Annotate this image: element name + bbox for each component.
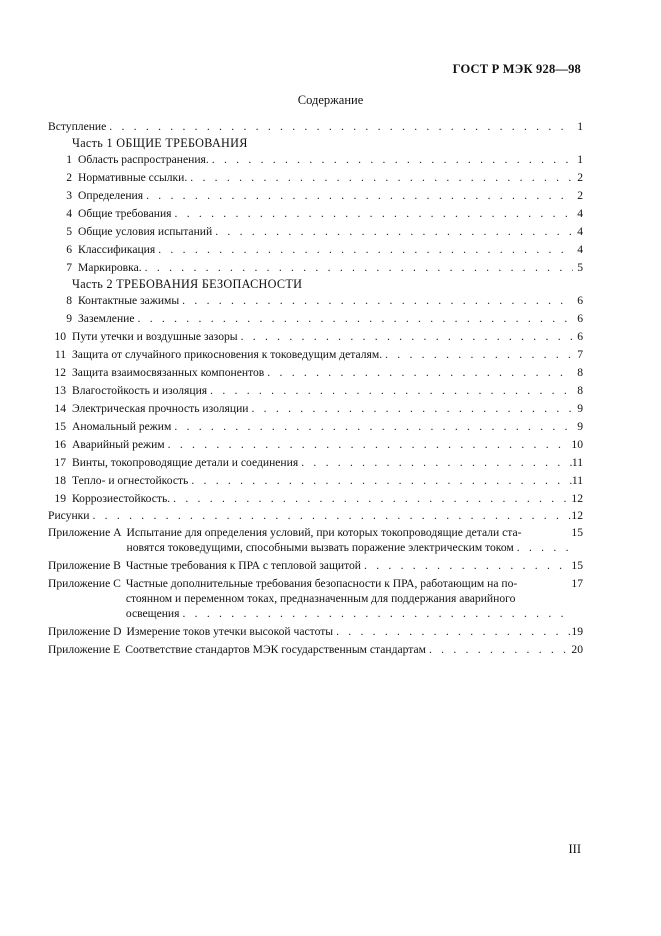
- toc-entry-page: 2: [577, 171, 583, 184]
- dot-leader: [517, 541, 572, 554]
- dot-leader: [336, 625, 571, 638]
- toc-entry-page: 9: [577, 420, 583, 433]
- toc-entry-title: Область распространения.: [78, 153, 209, 166]
- table-of-contents: [48, 120, 583, 656]
- toc-entry-page: 4: [577, 243, 583, 256]
- toc-entry-title: Классификация: [78, 243, 156, 256]
- toc-entry-number: 15: [54, 420, 66, 433]
- toc-entry-page: 8: [577, 384, 583, 397]
- toc-entry-title: Общие условия испытаний: [78, 225, 213, 238]
- dot-leader: [182, 294, 573, 307]
- toc-entry-number: 18: [54, 474, 66, 487]
- dot-leader: [301, 456, 572, 469]
- toc-entry[interactable]: [48, 171, 583, 184]
- appendix-title-line: стоянном и переменном токах, предназначенным для поддержания аварийного: [125, 592, 516, 605]
- toc-entry-title: Винты, токопроводящие детали и соединения: [72, 456, 299, 469]
- toc-entry[interactable]: [48, 474, 583, 487]
- toc-entry[interactable]: [48, 294, 583, 307]
- appendix-list: [48, 526, 583, 656]
- appendix-title-line: новятся токоведущими, способными вызвать поражение электрическим током: [126, 541, 514, 554]
- toc-entry-intro[interactable]: [48, 120, 583, 133]
- toc-entry-page: 10: [571, 438, 583, 451]
- toc-entry-page: 9: [577, 402, 583, 415]
- dot-leader: [210, 384, 573, 397]
- toc-entry-page: 1: [577, 120, 583, 133]
- toc-entry-appendix[interactable]: [48, 643, 583, 656]
- toc-entry-number: 11: [54, 348, 66, 361]
- document-code: ГОСТ Р МЭК 928—98: [452, 62, 581, 76]
- toc-entry-page: 6: [577, 312, 583, 325]
- appendix-title-line: Измерение токов утечки высокой частоты: [126, 625, 334, 638]
- dot-leader: [146, 189, 573, 202]
- toc-entry-title: Вступление: [48, 120, 107, 133]
- toc-title: Содержание: [297, 93, 364, 107]
- toc-entry[interactable]: [48, 261, 583, 274]
- dot-leader: [168, 438, 572, 451]
- dot-leader: [174, 420, 573, 433]
- toc-entry-appendix[interactable]: [48, 559, 583, 572]
- part-2-heading: Часть 2 ТРЕБОВАНИЯ БЕЗОПАСНОСТИ: [72, 277, 303, 291]
- appendix-title-line: освещения: [125, 607, 180, 620]
- toc-entry[interactable]: [48, 456, 583, 469]
- toc-entry-page: 5: [577, 261, 583, 274]
- toc-entry[interactable]: [48, 243, 583, 256]
- toc-entry-number: 9: [66, 312, 72, 325]
- toc-entry-number: 5: [66, 225, 72, 238]
- appendix-label: Приложение D: [48, 625, 122, 638]
- appendix-title-line: Соответствие стандартов МЭК государственным стандартам: [125, 643, 426, 656]
- toc-entry-number: 2: [66, 171, 72, 184]
- toc-entry-title: Коррозиестойкость.: [72, 492, 171, 505]
- toc-entry-page: 11: [571, 474, 583, 487]
- dot-leader: [182, 607, 571, 620]
- toc-entry-title: Контактные зажимы: [78, 294, 180, 307]
- dot-leader: [212, 153, 573, 166]
- toc-entry-title: Электрическая прочность изоляции: [72, 402, 249, 415]
- toc-entry[interactable]: [48, 348, 583, 361]
- dot-leader: [215, 225, 573, 238]
- toc-entry-title: Влагостойкость и изоляция: [72, 384, 208, 397]
- toc-entry-page: 8: [577, 366, 583, 379]
- toc-entry-number: 16: [54, 438, 66, 451]
- page-number: III: [568, 842, 581, 856]
- toc-entry[interactable]: [48, 438, 583, 451]
- toc-entry[interactable]: [48, 312, 583, 325]
- toc-entry-number: 10: [54, 330, 66, 343]
- appendix-label: Приложение В: [48, 559, 121, 572]
- toc-entry-appendix[interactable]: [48, 526, 583, 554]
- dot-leader: [241, 330, 573, 343]
- toc-entry[interactable]: [48, 225, 583, 238]
- appendix-title-line: Испытание для определения условий, при которых токопроводящие детали ста-: [126, 526, 522, 539]
- toc-entry[interactable]: [48, 207, 583, 220]
- dot-leader: [190, 171, 573, 184]
- toc-entry-number: 13: [54, 384, 66, 397]
- dot-leader: [251, 402, 573, 415]
- toc-entry-appendix[interactable]: [48, 625, 583, 638]
- toc-entry-page: 20: [571, 643, 583, 656]
- toc-entry[interactable]: [48, 402, 583, 415]
- toc-entry-page: 17: [571, 577, 583, 590]
- toc-entry-title: Защита от случайного прикосновения к токоведущим деталям.: [72, 348, 383, 361]
- appendix-label: Приложение С: [48, 577, 121, 590]
- dot-leader: [175, 207, 573, 220]
- toc-entry-number: 17: [54, 456, 66, 469]
- toc-entry-page: 12: [571, 509, 583, 522]
- toc-entry[interactable]: [48, 420, 583, 433]
- toc-entry-number: 7: [66, 261, 72, 274]
- toc-entry-page: 4: [577, 225, 583, 238]
- toc-entry-page: 6: [577, 294, 583, 307]
- dot-leader: [158, 243, 573, 256]
- toc-entry-title: Аномальный режим: [72, 420, 172, 433]
- appendix-title-line: Частные требования к ПРА с тепловой защитой: [125, 559, 361, 572]
- toc-entry[interactable]: [48, 366, 583, 379]
- toc-entry[interactable]: [48, 153, 583, 166]
- toc-entry-number: 8: [66, 294, 72, 307]
- toc-entry[interactable]: [48, 330, 583, 343]
- toc-entry-title: Защита взаимосвязанных компонентов: [72, 366, 265, 379]
- dot-leader: [364, 559, 571, 572]
- part-2-list: [48, 294, 583, 505]
- toc-entry-number: 6: [66, 243, 72, 256]
- appendix-title-line: Частные дополнительные требования безопасности к ПРА, работающим на по-: [125, 577, 518, 590]
- toc-entry-title: Тепло- и огнестойкость: [72, 474, 189, 487]
- dot-leader: [92, 509, 571, 522]
- toc-entry-title: Рисунки: [48, 509, 90, 522]
- toc-entry-figures[interactable]: [48, 509, 583, 522]
- toc-entry-page: 4: [577, 207, 583, 220]
- toc-entry-title: Общие требования: [78, 207, 172, 220]
- part-1-list: [48, 153, 583, 274]
- toc-entry-title: Пути утечки и воздушные зазоры: [72, 330, 238, 343]
- toc-entry-page: 6: [577, 330, 583, 343]
- toc-entry[interactable]: [48, 189, 583, 202]
- toc-entry-number: 14: [54, 402, 66, 415]
- toc-entry-page: 7: [577, 348, 583, 361]
- dot-leader: [145, 261, 573, 274]
- dot-leader: [429, 643, 571, 656]
- toc-entry-title: Маркировка.: [78, 261, 142, 274]
- dot-leader: [138, 312, 573, 325]
- toc-entry-title: Аварийный режим: [72, 438, 165, 451]
- toc-entry-number: 19: [54, 492, 66, 505]
- toc-entry-number: 1: [66, 153, 72, 166]
- toc-entry-page: 1: [577, 153, 583, 166]
- part-1-heading: Часть 1 ОБЩИЕ ТРЕБОВАНИЯ: [72, 136, 248, 150]
- toc-entry-title: Нормативные ссылки.: [78, 171, 188, 184]
- dot-leader: [385, 348, 573, 361]
- toc-entry-page: 19: [571, 625, 583, 638]
- dot-leader: [109, 120, 573, 133]
- toc-entry-number: 4: [66, 207, 72, 220]
- toc-entry-page: 11: [571, 456, 583, 469]
- dot-leader: [191, 474, 572, 487]
- dot-leader: [267, 366, 573, 379]
- toc-entry-number: 3: [66, 189, 72, 202]
- toc-entry[interactable]: [48, 492, 583, 505]
- toc-entry-title: Заземление: [78, 312, 135, 325]
- toc-entry-appendix[interactable]: [48, 577, 583, 620]
- appendix-label: Приложение А: [48, 526, 122, 539]
- dot-leader: [173, 492, 571, 505]
- toc-entry[interactable]: [48, 384, 583, 397]
- toc-entry-page: 12: [571, 492, 583, 505]
- appendix-label: Приложение Е: [48, 643, 121, 656]
- toc-entry-page: 2: [577, 189, 583, 202]
- toc-entry-number: 12: [54, 366, 66, 379]
- toc-entry-title: Определения: [78, 189, 144, 202]
- toc-entry-page: 15: [571, 526, 583, 539]
- toc-entry-page: 15: [571, 559, 583, 572]
